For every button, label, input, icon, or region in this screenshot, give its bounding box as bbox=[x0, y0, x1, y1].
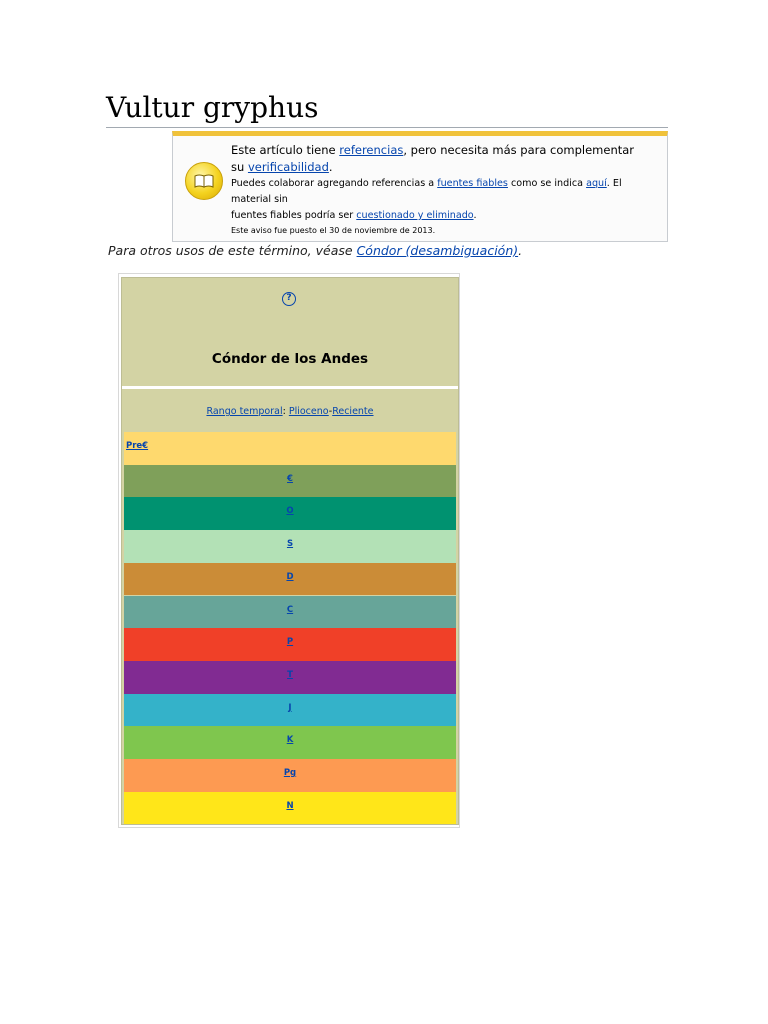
period-band bbox=[124, 792, 456, 825]
period-link[interactable]: O bbox=[286, 506, 294, 517]
help-icon[interactable]: ? bbox=[282, 292, 296, 306]
period-link[interactable]: D bbox=[286, 571, 294, 582]
period-link[interactable]: N bbox=[286, 800, 294, 811]
cuestionado-link[interactable]: cuestionado y eliminado bbox=[356, 210, 474, 221]
notice-line-2: su verificabilidad. bbox=[231, 160, 333, 174]
period-band bbox=[124, 596, 456, 629]
period-band bbox=[124, 694, 456, 727]
period-link[interactable]: C bbox=[286, 604, 294, 615]
period-link[interactable]: P bbox=[286, 637, 294, 648]
period-band bbox=[124, 759, 456, 792]
period-band bbox=[124, 497, 456, 530]
book-icon bbox=[185, 162, 223, 200]
period-band bbox=[124, 726, 456, 759]
taxobox-separator bbox=[122, 386, 458, 389]
period-link[interactable]: S bbox=[286, 539, 294, 550]
references-notice-box bbox=[172, 131, 668, 242]
period-band bbox=[124, 563, 456, 596]
reciente-link[interactable]: Reciente bbox=[332, 406, 374, 417]
taxobox bbox=[121, 277, 459, 825]
taxobox-title: Cóndor de los Andes bbox=[211, 351, 369, 367]
notice-line-1: Este artículo tiene referencias, pero necesita más para complementar bbox=[231, 143, 635, 157]
rango-temporal-link[interactable]: Rango temporal bbox=[206, 406, 283, 417]
period-band bbox=[124, 661, 456, 694]
taxobox-header bbox=[122, 278, 458, 386]
period-band bbox=[124, 530, 456, 563]
fuentes-fiables-link[interactable]: fuentes fiables bbox=[437, 178, 508, 189]
notice-text bbox=[231, 142, 661, 238]
notice-line-3: Puedes colaborar agregando referencias a fuentes fiables como se indica aquí. El material sin bbox=[231, 178, 622, 205]
notice-date: Este aviso fue puesto el 30 de noviembre de 2013. bbox=[231, 226, 436, 235]
plioceno-link[interactable]: Plioceno bbox=[288, 406, 329, 417]
title-divider bbox=[106, 127, 668, 128]
period-band bbox=[124, 432, 456, 465]
period-band bbox=[124, 465, 456, 498]
period-link[interactable]: J bbox=[288, 702, 292, 713]
period-link[interactable]: T bbox=[287, 669, 293, 680]
period-link[interactable]: K bbox=[286, 735, 294, 746]
referencias-link[interactable]: referencias bbox=[339, 143, 404, 157]
hatnote: Para otros usos de este término, véase Cóndor (desambiguación). bbox=[108, 243, 523, 258]
period-link[interactable]: Pg bbox=[283, 768, 297, 778]
page-title: Vultur gryphus bbox=[106, 91, 319, 124]
period-link[interactable]: € bbox=[287, 473, 293, 484]
period-link[interactable]: Pre€ bbox=[126, 441, 149, 451]
disambiguation-link[interactable]: Cóndor (desambiguación) bbox=[356, 243, 519, 258]
verificabilidad-link[interactable]: verificabilidad bbox=[247, 160, 329, 174]
period-band bbox=[124, 628, 456, 661]
temporal-range: Rango temporal: Plioceno-Reciente bbox=[206, 406, 374, 417]
aqui-link[interactable]: aquí bbox=[586, 178, 607, 189]
notice-line-4: fuentes fiables podría ser cuestionado y eliminado. bbox=[231, 210, 477, 221]
